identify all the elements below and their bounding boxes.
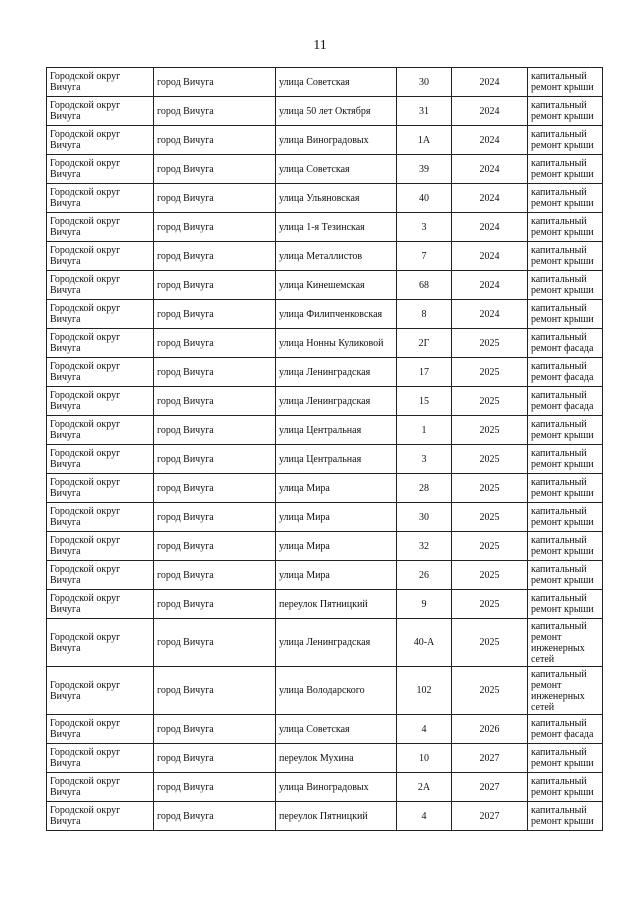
city-cell: город Вичуга (154, 68, 276, 97)
city-cell: город Вичуга (154, 619, 276, 667)
street-cell: улица Мира (276, 561, 397, 590)
table-row (47, 155, 603, 184)
table-row (47, 416, 603, 445)
city-cell: город Вичуга (154, 155, 276, 184)
work-type-cell: капитальный ремонт фасада (528, 329, 603, 358)
repair-year-cell: 2024 (452, 126, 528, 155)
city-cell: город Вичуга (154, 242, 276, 271)
city-cell: город Вичуга (154, 532, 276, 561)
work-type-cell: капитальный ремонт крыши (528, 590, 603, 619)
house-number-cell: 3 (397, 213, 452, 242)
city-cell: город Вичуга (154, 744, 276, 773)
table-row (47, 184, 603, 213)
work-type-cell: капитальный ремонт крыши (528, 126, 603, 155)
street-cell: улица Ульяновская (276, 184, 397, 213)
house-number-cell: 7 (397, 242, 452, 271)
house-number-cell: 28 (397, 474, 452, 503)
repair-year-cell: 2025 (452, 561, 528, 590)
house-number-cell: 31 (397, 97, 452, 126)
municipal-district-cell: Городской округ Вичуга (47, 715, 154, 744)
table-row (47, 445, 603, 474)
repair-year-cell: 2024 (452, 155, 528, 184)
work-type-cell: капитальный ремонт крыши (528, 213, 603, 242)
work-type-cell: капитальный ремонт крыши (528, 744, 603, 773)
municipal-district-cell: Городской округ Вичуга (47, 416, 154, 445)
city-cell: город Вичуга (154, 387, 276, 416)
street-cell: улица Металлистов (276, 242, 397, 271)
street-cell: улица Володарского (276, 667, 397, 715)
street-cell: улица Филипченковская (276, 300, 397, 329)
work-type-cell: капитальный ремонт крыши (528, 97, 603, 126)
repair-year-cell: 2025 (452, 474, 528, 503)
municipal-district-cell: Городской округ Вичуга (47, 590, 154, 619)
repair-year-cell: 2024 (452, 68, 528, 97)
work-type-cell: капитальный ремонт крыши (528, 155, 603, 184)
city-cell: город Вичуга (154, 300, 276, 329)
municipal-district-cell: Городской округ Вичуга (47, 532, 154, 561)
house-number-cell: 1 (397, 416, 452, 445)
municipal-district-cell: Городской округ Вичуга (47, 300, 154, 329)
house-number-cell: 2А (397, 773, 452, 802)
city-cell: город Вичуга (154, 416, 276, 445)
table-row (47, 561, 603, 590)
repair-year-cell: 2025 (452, 667, 528, 715)
house-number-cell: 4 (397, 802, 452, 831)
municipal-district-cell: Городской округ Вичуга (47, 503, 154, 532)
house-number-cell: 40-А (397, 619, 452, 667)
work-type-cell: капитальный ремонт крыши (528, 242, 603, 271)
house-number-cell: 3 (397, 445, 452, 474)
repair-year-cell: 2025 (452, 445, 528, 474)
house-number-cell: 32 (397, 532, 452, 561)
table-row (47, 358, 603, 387)
house-number-cell: 4 (397, 715, 452, 744)
work-type-cell: капитальный ремонт крыши (528, 474, 603, 503)
city-cell: город Вичуга (154, 667, 276, 715)
work-type-cell: капитальный ремонт крыши (528, 561, 603, 590)
street-cell: улица 1-я Тезинская (276, 213, 397, 242)
repair-year-cell: 2024 (452, 271, 528, 300)
city-cell: город Вичуга (154, 715, 276, 744)
work-type-cell: капитальный ремонт инженерных сетей (528, 667, 603, 715)
repair-year-cell: 2027 (452, 744, 528, 773)
city-cell: город Вичуга (154, 590, 276, 619)
table-row (47, 97, 603, 126)
street-cell: улица Кинешемская (276, 271, 397, 300)
work-type-cell: капитальный ремонт крыши (528, 300, 603, 329)
repair-year-cell: 2025 (452, 619, 528, 667)
city-cell: город Вичуга (154, 213, 276, 242)
table-row (47, 590, 603, 619)
city-cell: город Вичуга (154, 97, 276, 126)
municipal-district-cell: Городской округ Вичуга (47, 97, 154, 126)
city-cell: город Вичуга (154, 126, 276, 155)
city-cell: город Вичуга (154, 184, 276, 213)
work-type-cell: капитальный ремонт крыши (528, 773, 603, 802)
street-cell: улица Советская (276, 155, 397, 184)
city-cell: город Вичуга (154, 358, 276, 387)
street-cell: улица Виноградовых (276, 773, 397, 802)
city-cell: город Вичуга (154, 474, 276, 503)
work-type-cell: капитальный ремонт крыши (528, 445, 603, 474)
table-row (47, 619, 603, 667)
municipal-district-cell: Городской округ Вичуга (47, 358, 154, 387)
repair-year-cell: 2024 (452, 213, 528, 242)
street-cell: улица Центральная (276, 416, 397, 445)
repair-year-cell: 2025 (452, 532, 528, 561)
street-cell: улица 50 лет Октября (276, 97, 397, 126)
house-number-cell: 9 (397, 590, 452, 619)
municipal-district-cell: Городской округ Вичуга (47, 619, 154, 667)
repair-year-cell: 2025 (452, 416, 528, 445)
city-cell: город Вичуга (154, 802, 276, 831)
house-number-cell: 26 (397, 561, 452, 590)
work-type-cell: капитальный ремонт фасада (528, 715, 603, 744)
city-cell: город Вичуга (154, 271, 276, 300)
municipal-district-cell: Городской округ Вичуга (47, 126, 154, 155)
municipal-district-cell: Городской округ Вичуга (47, 184, 154, 213)
repair-year-cell: 2026 (452, 715, 528, 744)
repair-year-cell: 2027 (452, 773, 528, 802)
repair-schedule-table (46, 67, 603, 831)
repair-year-cell: 2024 (452, 184, 528, 213)
work-type-cell: капитальный ремонт крыши (528, 503, 603, 532)
repair-year-cell: 2025 (452, 590, 528, 619)
table-row (47, 271, 603, 300)
table-row (47, 242, 603, 271)
street-cell: улица Нонны Куликовой (276, 329, 397, 358)
house-number-cell: 15 (397, 387, 452, 416)
municipal-district-cell: Городской округ Вичуга (47, 445, 154, 474)
street-cell: улица Мира (276, 532, 397, 561)
repair-year-cell: 2024 (452, 300, 528, 329)
table-row (47, 532, 603, 561)
work-type-cell: капитальный ремонт крыши (528, 68, 603, 97)
work-type-cell: капитальный ремонт крыши (528, 802, 603, 831)
street-cell: переулок Пятницкий (276, 802, 397, 831)
table-body (47, 68, 603, 831)
street-cell: улица Ленинградская (276, 358, 397, 387)
repair-year-cell: 2024 (452, 97, 528, 126)
table-row (47, 773, 603, 802)
municipal-district-cell: Городской округ Вичуга (47, 802, 154, 831)
city-cell: город Вичуга (154, 773, 276, 802)
table-row (47, 503, 603, 532)
house-number-cell: 2Г (397, 329, 452, 358)
table-row (47, 387, 603, 416)
municipal-district-cell: Городской округ Вичуга (47, 667, 154, 715)
city-cell: город Вичуга (154, 561, 276, 590)
street-cell: улица Мира (276, 474, 397, 503)
work-type-cell: капитальный ремонт фасада (528, 387, 603, 416)
street-cell: улица Мира (276, 503, 397, 532)
street-cell: улица Ленинградская (276, 619, 397, 667)
table-row (47, 213, 603, 242)
table-row (47, 667, 603, 715)
house-number-cell: 102 (397, 667, 452, 715)
table-row (47, 68, 603, 97)
table-row (47, 802, 603, 831)
house-number-cell: 10 (397, 744, 452, 773)
repair-year-cell: 2025 (452, 358, 528, 387)
repair-year-cell: 2025 (452, 329, 528, 358)
municipal-district-cell: Городской округ Вичуга (47, 474, 154, 503)
table-row (47, 715, 603, 744)
house-number-cell: 17 (397, 358, 452, 387)
work-type-cell: капитальный ремонт крыши (528, 416, 603, 445)
repair-year-cell: 2024 (452, 242, 528, 271)
municipal-district-cell: Городской округ Вичуга (47, 387, 154, 416)
street-cell: улица Центральная (276, 445, 397, 474)
municipal-district-cell: Городской округ Вичуга (47, 155, 154, 184)
house-number-cell: 1А (397, 126, 452, 155)
house-number-cell: 8 (397, 300, 452, 329)
table-row (47, 126, 603, 155)
street-cell: улица Советская (276, 68, 397, 97)
street-cell: улица Виноградовых (276, 126, 397, 155)
table-row (47, 329, 603, 358)
municipal-district-cell: Городской округ Вичуга (47, 242, 154, 271)
street-cell: переулок Пятницкий (276, 590, 397, 619)
repair-year-cell: 2027 (452, 802, 528, 831)
house-number-cell: 68 (397, 271, 452, 300)
work-type-cell: капитальный ремонт инженерных сетей (528, 619, 603, 667)
table-row (47, 474, 603, 503)
work-type-cell: капитальный ремонт крыши (528, 271, 603, 300)
municipal-district-cell: Городской округ Вичуга (47, 68, 154, 97)
municipal-district-cell: Городской округ Вичуга (47, 561, 154, 590)
street-cell: улица Ленинградская (276, 387, 397, 416)
repair-year-cell: 2025 (452, 387, 528, 416)
work-type-cell: капитальный ремонт фасада (528, 358, 603, 387)
house-number-cell: 30 (397, 68, 452, 97)
municipal-district-cell: Городской округ Вичуга (47, 329, 154, 358)
city-cell: город Вичуга (154, 329, 276, 358)
municipal-district-cell: Городской округ Вичуга (47, 773, 154, 802)
work-type-cell: капитальный ремонт крыши (528, 532, 603, 561)
city-cell: город Вичуга (154, 445, 276, 474)
work-type-cell: капитальный ремонт крыши (528, 184, 603, 213)
table-row (47, 744, 603, 773)
house-number-cell: 40 (397, 184, 452, 213)
house-number-cell: 30 (397, 503, 452, 532)
table-row (47, 300, 603, 329)
municipal-district-cell: Городской округ Вичуга (47, 271, 154, 300)
street-cell: переулок Мухина (276, 744, 397, 773)
municipal-district-cell: Городской округ Вичуга (47, 213, 154, 242)
page-number: 11 (313, 38, 327, 53)
city-cell: город Вичуга (154, 503, 276, 532)
repair-year-cell: 2025 (452, 503, 528, 532)
municipal-district-cell: Городской округ Вичуга (47, 744, 154, 773)
house-number-cell: 39 (397, 155, 452, 184)
street-cell: улица Советская (276, 715, 397, 744)
